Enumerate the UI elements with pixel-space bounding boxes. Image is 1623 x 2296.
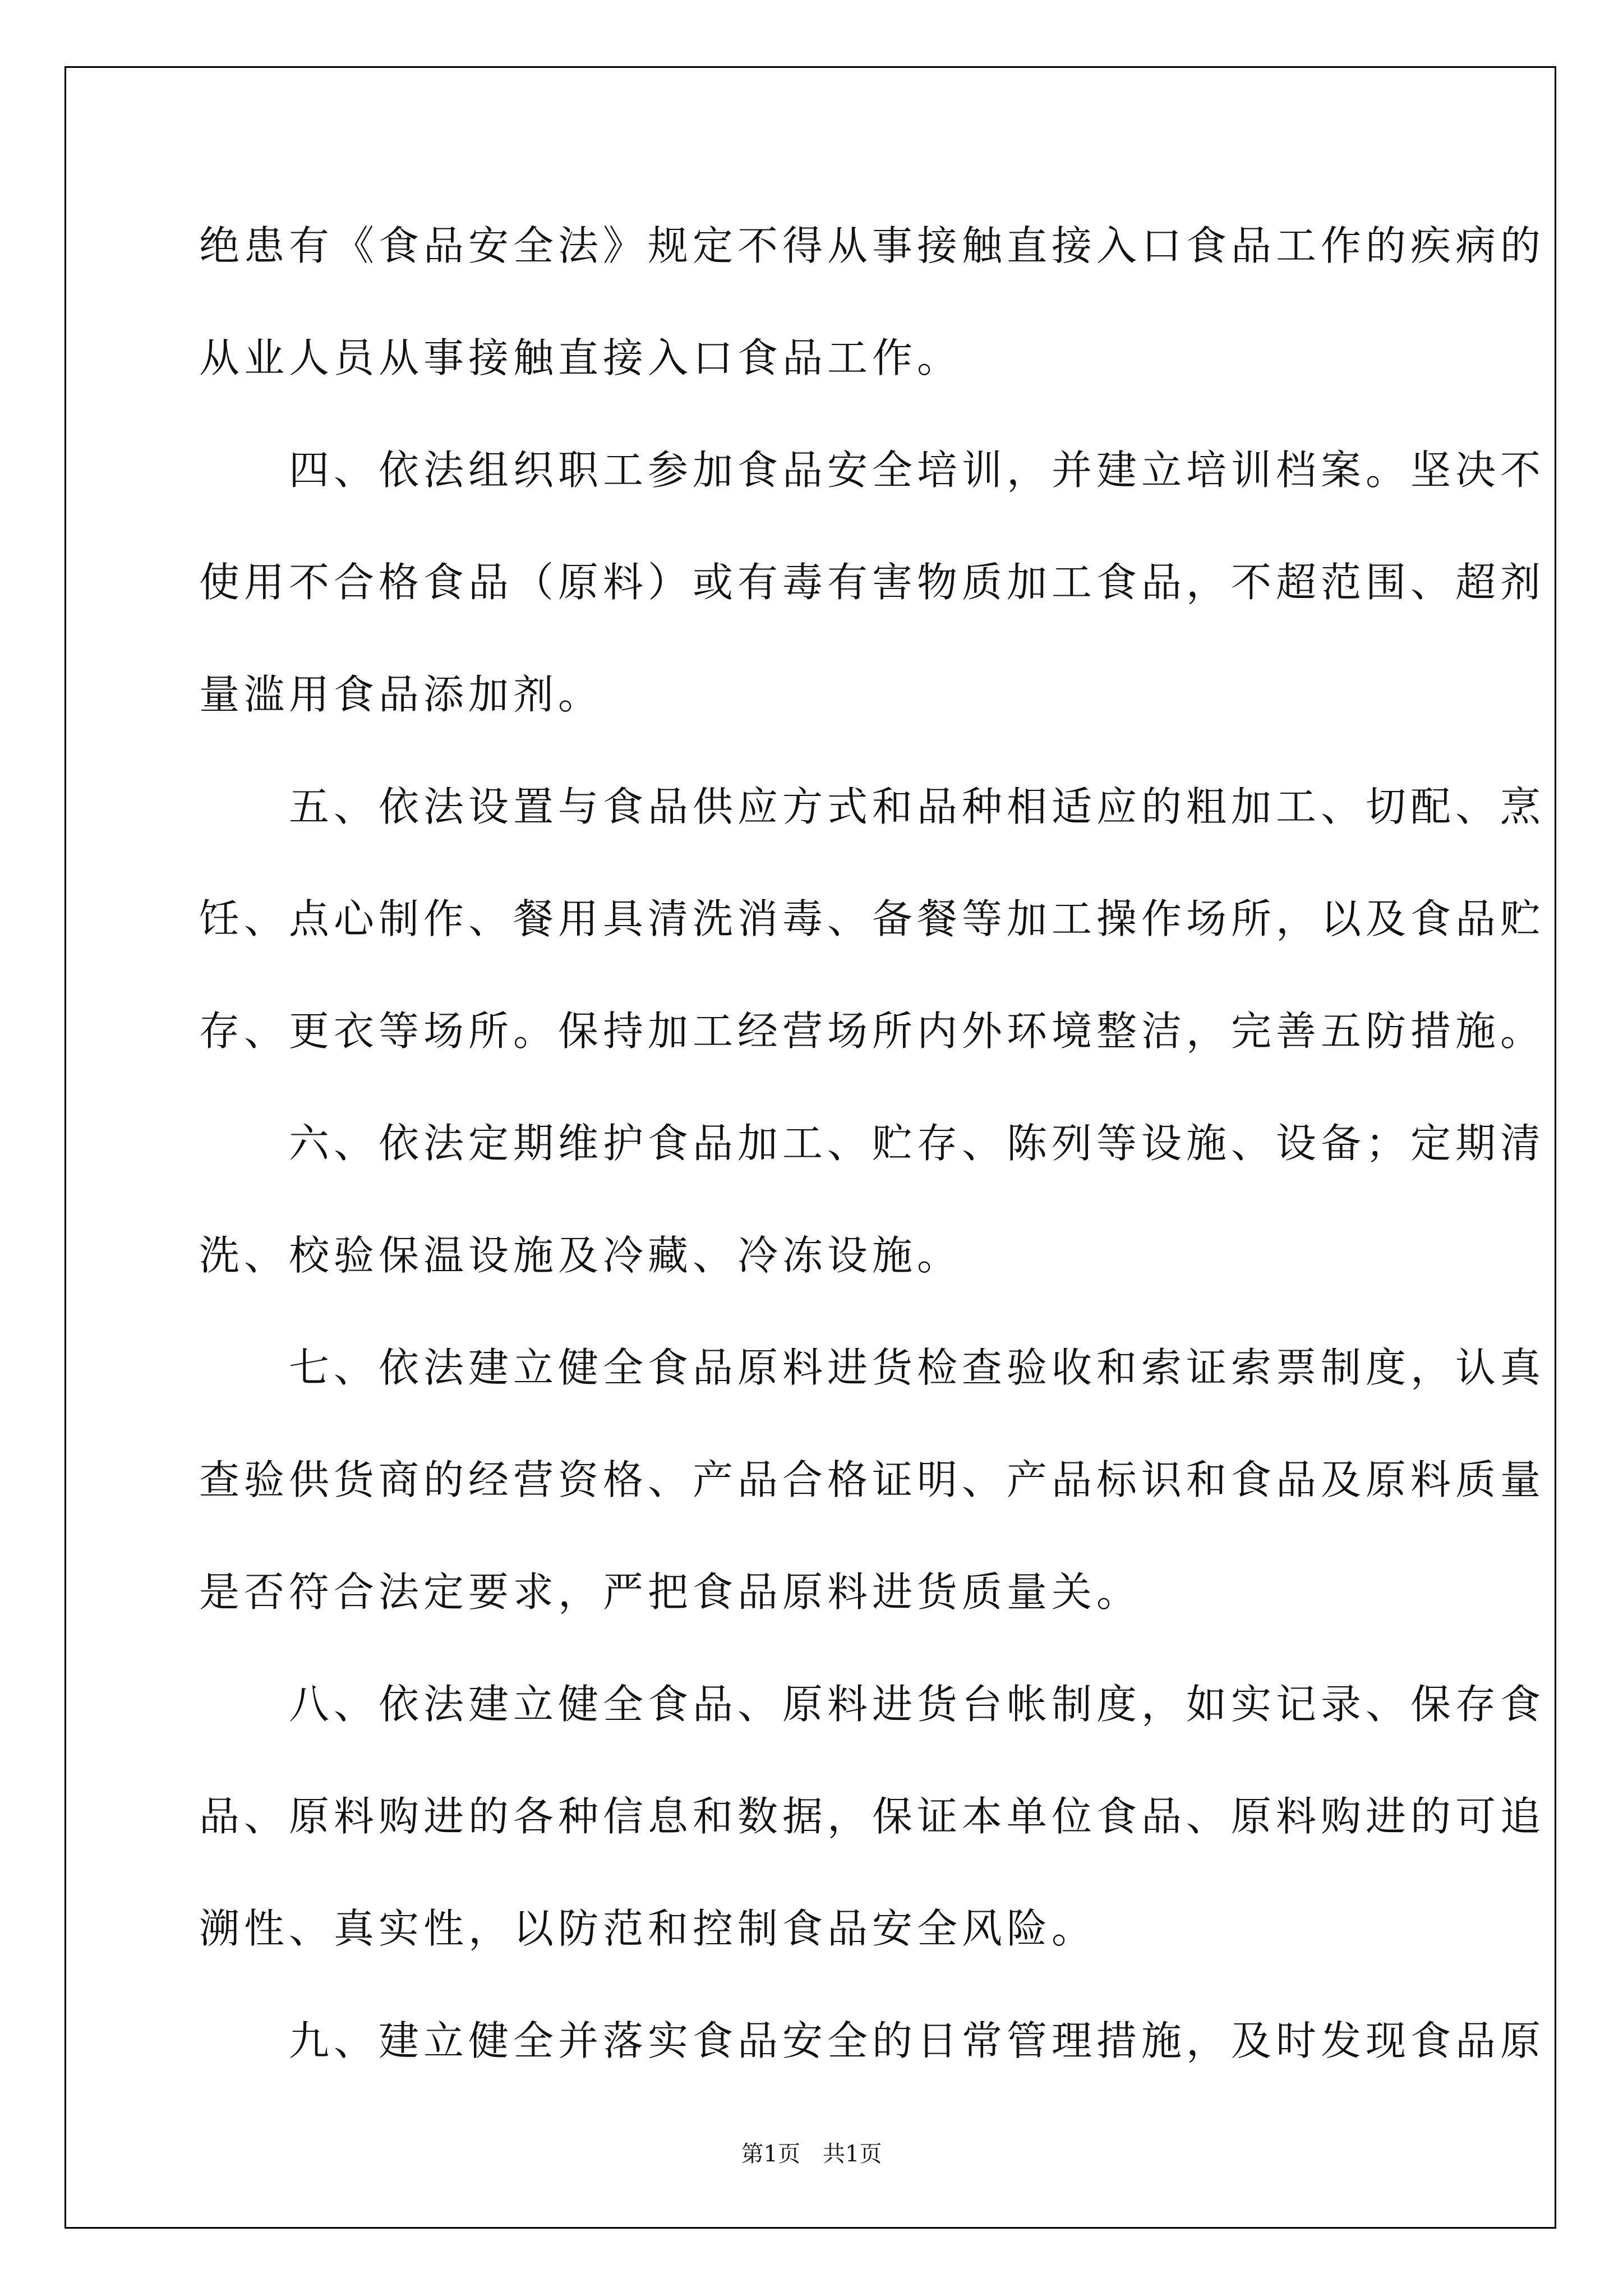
text-line: 从业人员从事接触直接入口食品工作。 [199, 334, 962, 381]
text-line: 量滥用食品添加剂。 [199, 671, 603, 718]
text-line: 绝患有《食品安全法》规定不得从事接触直接入口食品工作的疾病的 [199, 222, 1546, 269]
text-line: 八、依法建立健全食品、原料进货台帐制度，如实记录、保存食 [199, 1681, 1546, 1728]
text-line: 饪、点心制作、餐用具清洗消毒、备餐等加工操作场所，以及食品贮 [199, 895, 1546, 942]
text-line: 五、依法设置与食品供应方式和品种相适应的粗加工、切配、烹 [199, 783, 1546, 830]
text-line: 存、更衣等场所。保持加工经营场所内外环境整洁，完善五防措施。 [199, 1007, 1546, 1055]
text-line: 四、依法组织职工参加食品安全培训，并建立培训档案。坚决不 [199, 447, 1546, 494]
text-line: 七、依法建立健全食品原料进货检查验收和索证索票制度，认真 [199, 1344, 1546, 1391]
text-line: 溯性、真实性，以防范和控制食品安全风险。 [199, 1905, 1097, 1952]
page-footer: 第1页 共1页 [741, 2141, 882, 2167]
text-line: 六、依法定期维护食品加工、贮存、陈列等设施、设备；定期清 [199, 1120, 1546, 1167]
text-line: 查验供货商的经营资格、产品合格证明、产品标识和食品及原料质量 [199, 1456, 1546, 1503]
text-line: 使用不合格食品（原料）或有毒有害物质加工食品，不超范围、超剂 [199, 559, 1546, 606]
text-line: 是否符合法定要求，严把食品原料进货质量关。 [199, 1568, 1142, 1616]
text-line: 品、原料购进的各种信息和数据，保证本单位食品、原料购进的可追 [199, 1793, 1546, 1840]
text-line: 九、建立健全并落实食品安全的日常管理措施，及时发现食品原 [199, 2017, 1546, 2064]
text-line: 洗、校验保温设施及冷藏、冷冻设施。 [199, 1232, 962, 1279]
